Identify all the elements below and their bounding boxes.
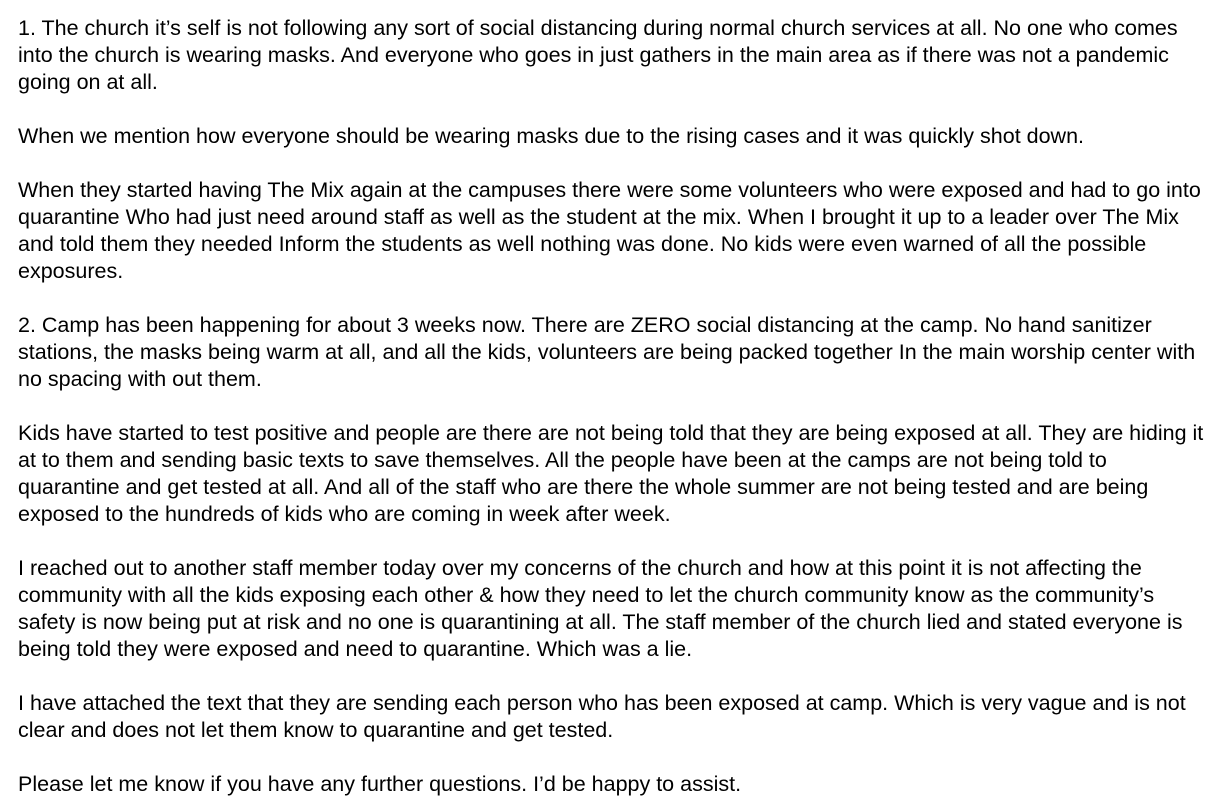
paragraph-church-services: 1. The church it’s self is not following any sort of social distancing during normal church services at all. No one who comes into the church is wearing masks. And everyone who goes in just gathers in the main area as if there was not a pandemic going on at all. (18, 16, 1178, 94)
paragraph-masks-mention: When we mention how everyone should be wearing masks due to the rising cases and it was quickly shot down. (18, 124, 1085, 148)
paragraph-camp: 2. Camp has been happening for about 3 weeks now. There are ZERO social distancing at the camp. No hand sanitizer stations, the masks being warm at all, and all the kids, volunteers are being packed together In the main worship center with no spacing with out them. (18, 313, 1196, 391)
document-body (18, 15, 1208, 798)
paragraph-the-mix: When they started having The Mix again at the campuses there were some volunteers who were exposed and had to go into quarantine Who had just need around staff as well as the student at the mix. When I brought it up to a leader over The Mix and told them they needed Inform the students as well nothing was done. No kids were even warned of all the possible exposures. (18, 178, 1201, 283)
paragraph-staff-member: I reached out to another staff member today over my concerns of the church and how at this point it is not affecting the community with all the kids exposing each other & how they need to let the church community know as the community’s safety is now being put at risk and no one is quarantining at all. The staff member of the church lied and stated everyone is being told they were exposed and need to quarantine. Which was a lie. (18, 556, 1183, 661)
paragraph-kids-positive: Kids have started to test positive and people are there are not being told that they are being exposed at all. They are hiding it at to them and sending basic texts to save themselves. All the people have been at the camps are not being told to quarantine and get tested at all. And all of the staff who are there the whole summer are not being tested and are being exposed to the hundreds of kids who are coming in week after week. (18, 421, 1204, 526)
paragraph-closing: Please let me know if you have any further questions. I’d be happy to assist. (18, 772, 742, 796)
paragraph-attached-text: I have attached the text that they are sending each person who has been exposed at camp. Which is very vague and is not clear and does not let them know to quarantine and get tested. (18, 691, 1186, 742)
